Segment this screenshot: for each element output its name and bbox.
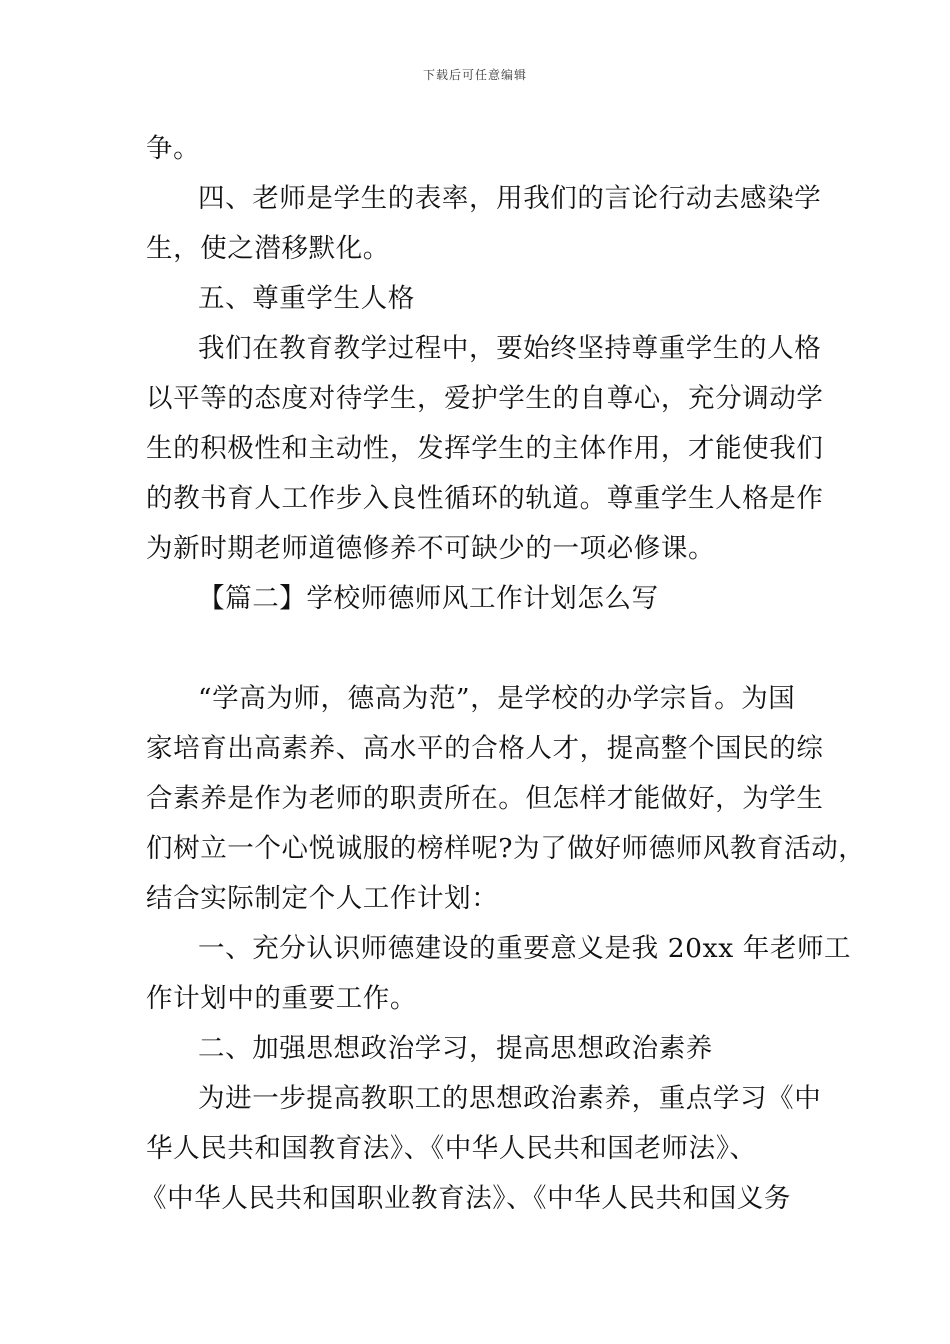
chapter-heading: 【篇二】学校师德师风工作计划怎么写 [198, 583, 659, 614]
text-line: 《中华人民共和国职业教育法》、《中华人民共和国义务 [140, 1183, 791, 1214]
text-line: 为进一步提高教职工的思想政治素养，重点学习《中 [198, 1083, 822, 1114]
text-line: 为新时期老师道德修养不可缺少的一项必修课。 [146, 533, 716, 564]
text-line: 的教书育人工作步入良性循环的轨道。尊重学生人格是作 [146, 483, 824, 514]
text-line: 合素养是作为老师的职责所在。但怎样才能做好，为学生 [146, 783, 824, 814]
text-line: 争。 [146, 133, 201, 164]
text-line: 一、充分认识师德建设的重要意义是我 20xx 年老师工 [198, 933, 852, 964]
text-line: 们树立一个心悦诚服的榜样呢?为了做好师德师风教育活动， [146, 833, 866, 864]
text-line: 以平等的态度对待学生，爱护学生的自尊心，充分调动学 [146, 383, 824, 414]
section-heading: 五、尊重学生人格 [198, 283, 415, 314]
text-line: 华人民共和国教育法》、《中华人民共和国老师法》、 [146, 1133, 757, 1164]
page-header: 下载后可任意编辑 [422, 68, 527, 82]
text-line: 生，使之潜移默化。 [146, 233, 390, 264]
section-heading: 二、加强思想政治学习，提高思想政治素养 [198, 1033, 713, 1064]
text-line: 四、老师是学生的表率，用我们的言论行动去感染学 [198, 183, 822, 214]
text-line: 我们在教育教学过程中，要始终坚持尊重学生的人格 [198, 333, 822, 364]
text-line: 生的积极性和主动性，发挥学生的主体作用，才能使我们 [146, 433, 824, 464]
text-line: 作计划中的重要工作。 [146, 983, 417, 1014]
text-line: 结合实际制定个人工作计划： [146, 883, 499, 914]
text-line: 家培育出高素养、高水平的合格人才，提高整个国民的综 [146, 733, 824, 764]
text-line: “学高为师，德高为范”，是学校的办学宗旨。为国 [198, 683, 796, 714]
